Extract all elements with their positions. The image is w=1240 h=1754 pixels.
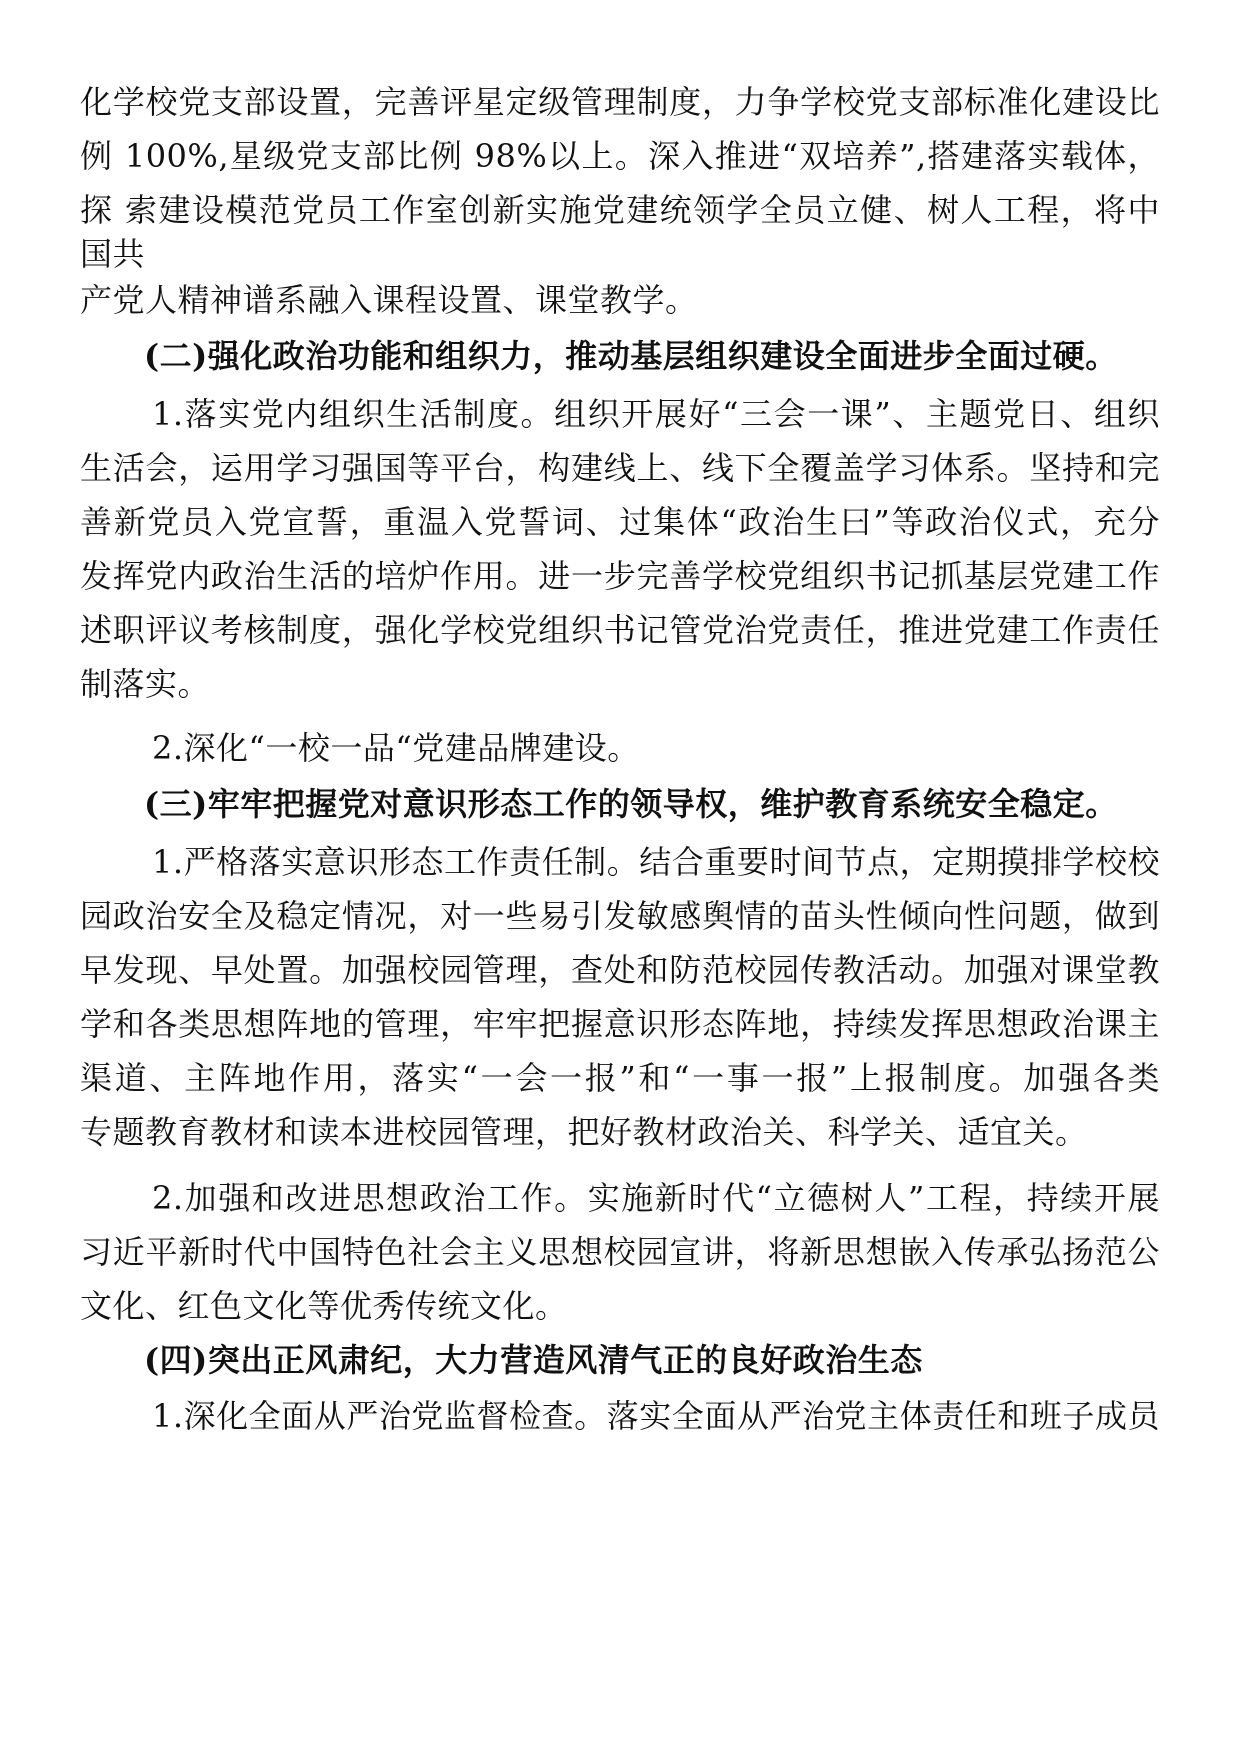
paragraph-line: 制落实。	[80, 665, 211, 703]
paragraph-line: 早发现、早处置。加强校园管理，查处和防范校园传教活动。加强对课堂教	[80, 951, 1160, 989]
paragraph-line: 产党人精神谱系融入课程设置、课堂教学。	[80, 281, 698, 319]
paragraph-line: 2.深化“一校一品“党建品牌建设。	[152, 729, 640, 767]
paragraph-line: 生活会，运用学习强国等平台，构建线上、线下全覆盖学习体系。坚持和完	[80, 449, 1160, 487]
paragraph-line: 述职评议考核制度，强化学校党组织书记管党治党责任，推进党建工作责任	[80, 611, 1160, 649]
paragraph-line: 园政治安全及稳定情况，对一些易引发敏感舆情的苗头性倾向性问题，做到	[80, 897, 1160, 935]
paragraph-line: 发挥党内政治生活的培炉作用。进一步完善学校党组织书记抓基层党建工作	[80, 557, 1160, 595]
section-heading: (二)强化政治功能和组织力，推动基层组织建设全面进步全面过硬。	[144, 337, 1118, 375]
paragraph-line: 1.深化全面从严治党监督检查。落实全面从严治党主体责任和班子成员	[152, 1397, 1160, 1435]
paragraph-line: 2.加强和改进思想政治工作。实施新时代“立德树人”工程，持续开展	[152, 1179, 1160, 1217]
paragraph-line: 专题教育教材和读本进校园管理，把好教材政治关、科学关、适宜关。	[80, 1113, 1088, 1151]
paragraph-line: 探 索建设模范党员工作室创新实施党建统领学全员立健、树人工程，将中	[80, 191, 1160, 229]
paragraph-line: 1.严格落实意识形态工作责任制。结合重要时间节点，定期摸排学校校	[152, 843, 1160, 881]
paragraph-line: 渠道、主阵地作用，落实“一会一报”和“一事一报”上报制度。加强各类	[80, 1059, 1160, 1097]
paragraph-line: 1.落实党内组织生活制度。组织开展好“三会一课”、主题党日、组织	[152, 395, 1160, 433]
paragraph-line: 化学校党支部设置，完善评星定级管理制度，力争学校党支部标准化建设比	[80, 83, 1160, 121]
paragraph-line: 文化、红色文化等优秀传统文化。	[80, 1287, 568, 1325]
paragraph-line: 善新党员入党宣誓，重温入党誓词、过集体“政治生曰”等政治仪式，充分	[80, 503, 1160, 541]
paragraph-line: 国共	[80, 235, 146, 273]
paragraph-line: 例 100%,星级党支部比例 98%以上。深入推进“双培养”,搭建落实载体，	[80, 137, 1160, 175]
paragraph-line: 习近平新时代中国特色社会主义思想校园宣讲，将新思想嵌入传承弘扬范公	[80, 1233, 1160, 1271]
section-heading: (三)牢牢把握党对意识形态工作的领导权，维护教育系统安全稳定。	[144, 785, 1118, 823]
paragraph-line: 学和各类思想阵地的管理，牢牢把握意识形态阵地，持续发挥思想政治课主	[80, 1005, 1160, 1043]
section-heading: (四)突出正风肃纪，大力营造风清气正的良好政治生态	[144, 1341, 923, 1379]
